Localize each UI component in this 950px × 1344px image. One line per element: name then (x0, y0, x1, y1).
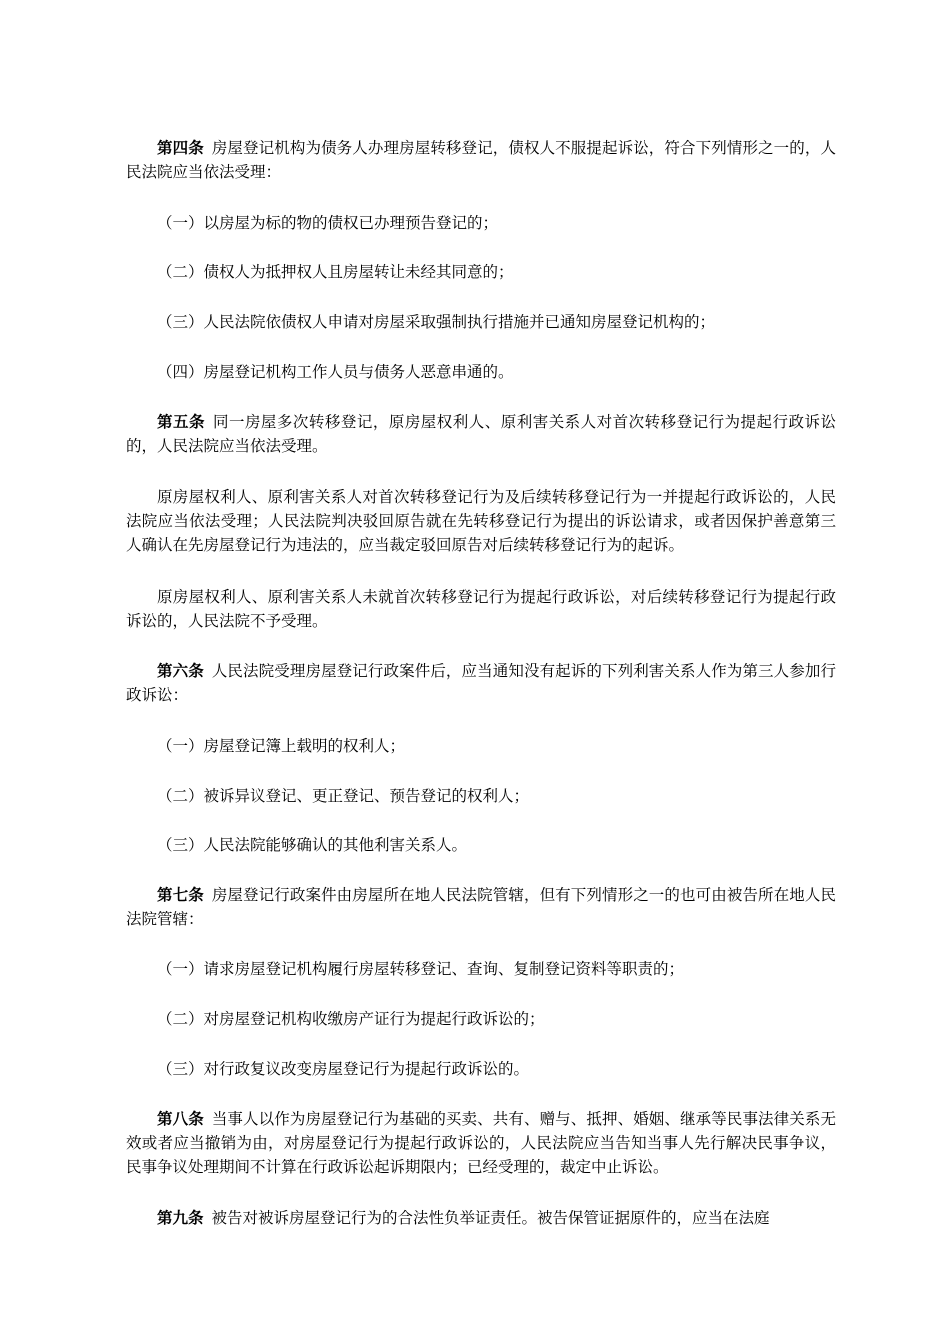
article-6-item-3: （三）人民法院能够确认的其他利害关系人。 (157, 836, 468, 854)
article-4 (126, 136, 836, 184)
article-4-item-3: （三）人民法院依债权人申请对房屋采取强制执行措施并已通知房屋登记机构的； (157, 313, 716, 331)
article-6-text: 人民法院受理房屋登记行政案件后，应当通知没有起诉的下列利害关系人作为第三人参加行政诉讼： (126, 662, 836, 704)
article-7-item-3: （三）对行政复议改变房屋登记行为提起行政诉讼的。 (157, 1060, 530, 1078)
article-5 (126, 410, 836, 458)
article-6-label: 第六条 (157, 661, 204, 680)
article-7-text: 房屋登记行政案件由房屋所在地人民法院管辖，但有下列情形之一的也可由被告所在地人民法院管辖： (126, 886, 836, 928)
article-4-label: 第四条 (157, 138, 204, 157)
article-5-text: 同一房屋多次转移登记，原房屋权利人、原利害关系人对首次转移登记行为提起行政诉讼的，人民法院应当依法受理。 (126, 413, 836, 455)
article-4-item-1: （一）以房屋为标的物的债权已办理预告登记的； (157, 214, 499, 232)
article-8-label: 第八条 (157, 1109, 204, 1128)
article-6 (126, 659, 836, 707)
article-9-label: 第九条 (157, 1208, 204, 1227)
article-6-item-2: （二）被诉异议登记、更正登记、预告登记的权利人； (157, 787, 530, 805)
article-4-item-4: （四）房屋登记机构工作人员与债务人恶意串通的。 (157, 363, 514, 381)
article-5-label: 第五条 (157, 412, 205, 431)
article-7-label: 第七条 (157, 885, 204, 904)
article-4-text: 房屋登记机构为债务人办理房屋转移登记，债权人不服提起诉讼，符合下列情形之一的，人民法院应当依法受理： (126, 139, 836, 181)
article-8-text: 当事人以作为房屋登记行为基础的买卖、共有、赠与、抵押、婚姻、继承等民事法律关系无效或者应当撤销为由，对房屋登记行为提起行政诉讼的，人民法院应当告知当事人先行解决民事争议，民事争议处理期间不计算在行政诉讼起诉期限内；已经受理的，裁定中止诉讼。 (126, 1110, 836, 1176)
article-5-paragraph-3: 原房屋权利人、原利害关系人未就首次转移登记行为提起行政诉讼，对后续转移登记行为提起行政诉讼的，人民法院不予受理。 (126, 588, 836, 630)
article-7-item-2: （二）对房屋登记机构收缴房产证行为提起行政诉讼的； (157, 1010, 545, 1028)
article-7-item-1: （一）请求房屋登记机构履行房屋转移登记、查询、复制登记资料等职责的； (157, 960, 685, 978)
article-7 (126, 883, 836, 931)
article-9-text: 被告对被诉房屋登记行为的合法性负举证责任。被告保管证据原件的，应当在法庭 (211, 1209, 770, 1227)
article-6-item-1: （一）房屋登记簿上载明的权利人； (157, 737, 406, 755)
article-8 (126, 1107, 836, 1179)
article-5-paragraph-2: 原房屋权利人、原利害关系人对首次转移登记行为及后续转移登记行为一并提起行政诉讼的，人民法院应当依法受理；人民法院判决驳回原告就在先转移登记行为提出的诉讼请求，或者因保护善意第三人确认在先房屋登记行为违法的，应当裁定驳回原告对后续转移登记行为的起诉。 (126, 488, 836, 554)
article-9 (126, 1206, 836, 1230)
article-4-item-2: （二）债权人为抵押权人且房屋转让未经其同意的； (157, 263, 514, 281)
